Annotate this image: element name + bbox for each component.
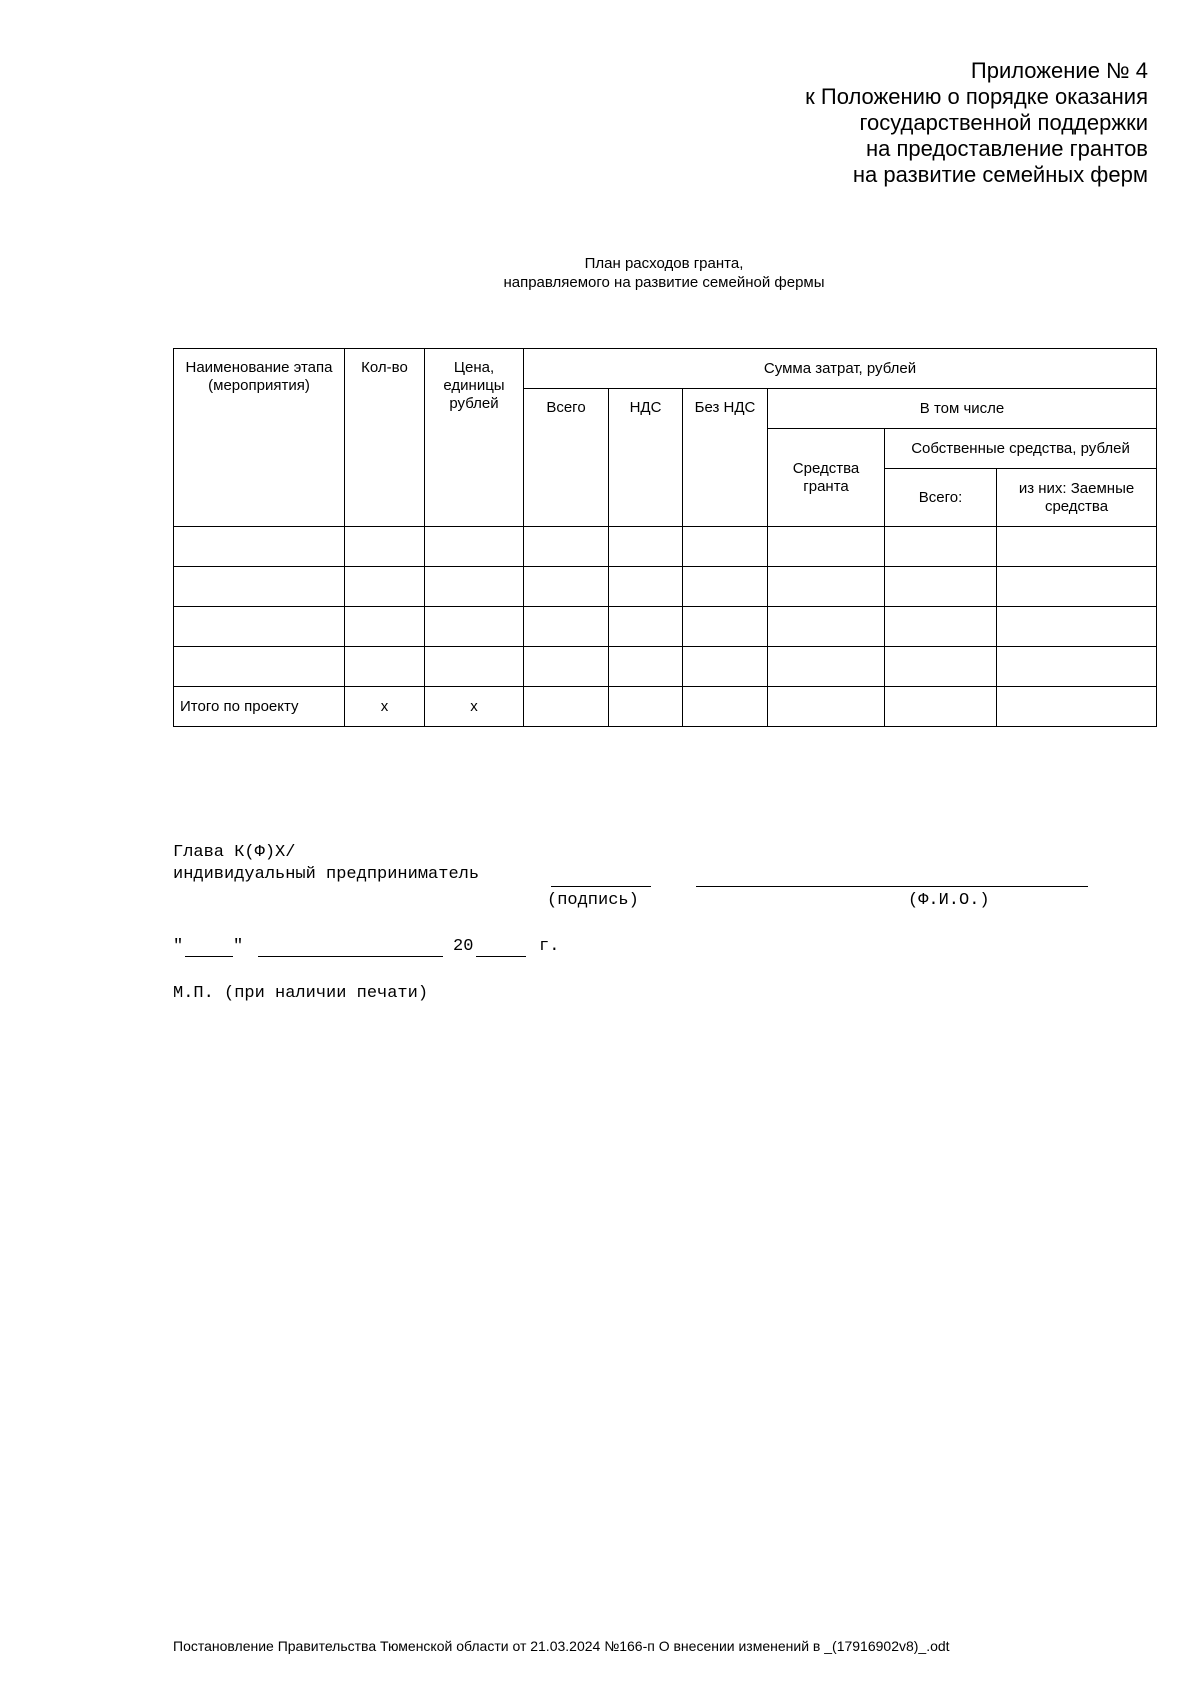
table-cell[interactable] — [345, 567, 425, 607]
footer-document-reference: Постановление Правительства Тюменской области от 21.03.2024 №166-п О внесении изменений в _(17916902v8)_.odt — [173, 1638, 950, 1654]
table-cell[interactable] — [768, 607, 885, 647]
table-cell[interactable] — [997, 687, 1157, 727]
header-vat: НДС — [609, 389, 683, 527]
table-cell[interactable] — [425, 567, 524, 607]
table-cell[interactable] — [174, 567, 345, 607]
appendix-line: государственной поддержки — [859, 110, 1148, 135]
table-cell[interactable] — [768, 687, 885, 727]
header-own-total: Всего: — [885, 469, 997, 527]
table-cell[interactable] — [683, 647, 768, 687]
head-title: Глава К(Ф)Х/ — [173, 843, 296, 862]
appendix-line: к Положению о порядке оказания — [805, 84, 1148, 109]
header-total: Всего — [524, 389, 609, 527]
appendix-line: на развитие семейных ферм — [852, 162, 1148, 187]
table-cell[interactable] — [425, 607, 524, 647]
date-year-line[interactable] — [476, 956, 526, 957]
table-cell[interactable] — [345, 527, 425, 567]
table-cell[interactable] — [885, 647, 997, 687]
table-cell[interactable] — [524, 687, 609, 727]
table-cell[interactable] — [609, 687, 683, 727]
header-including: В том числе — [768, 389, 1157, 429]
header-unit-price: Цена, единицы рублей — [425, 349, 524, 527]
header-own-funds: Собственные средства, рублей — [885, 429, 1157, 469]
total-row-quantity: x — [345, 687, 425, 727]
table-cell[interactable] — [683, 687, 768, 727]
table-cell[interactable] — [524, 647, 609, 687]
table-cell[interactable] — [768, 527, 885, 567]
table-cell[interactable] — [609, 607, 683, 647]
table-row — [174, 567, 1157, 607]
header-stage-name: Наименование этапа (мероприятия) — [174, 349, 345, 527]
table-cell[interactable] — [997, 567, 1157, 607]
table-row — [174, 607, 1157, 647]
signature-line[interactable] — [551, 886, 651, 887]
table-cell[interactable] — [425, 647, 524, 687]
table-cell[interactable] — [768, 647, 885, 687]
signature-caption: (подпись) — [547, 891, 639, 910]
date-month-line[interactable] — [258, 956, 443, 957]
table-row — [174, 527, 1157, 567]
table-row — [174, 647, 1157, 687]
date-year-prefix: 20 — [453, 937, 474, 956]
table-cell[interactable] — [997, 527, 1157, 567]
header-borrowed-funds: из них: Заемные средства — [997, 469, 1157, 527]
table-cell[interactable] — [609, 567, 683, 607]
table-cell[interactable] — [609, 527, 683, 567]
document-title — [0, 254, 1200, 292]
table-cell[interactable] — [345, 607, 425, 647]
expense-plan-table — [173, 348, 1157, 727]
table-cell[interactable] — [425, 527, 524, 567]
table-cell[interactable] — [683, 567, 768, 607]
header-quantity: Кол-во — [345, 349, 425, 527]
table-cell[interactable] — [683, 607, 768, 647]
appendix-line: Приложение № 4 — [970, 58, 1148, 83]
entrepreneur-title: индивидуальный предприниматель — [173, 865, 480, 884]
stamp-note: М.П. (при наличии печати) — [173, 984, 429, 1003]
document-title-line-1: План расходов гранта, — [584, 255, 744, 272]
fio-caption: (Ф.И.О.) — [908, 891, 990, 910]
header-without-vat: Без НДС — [683, 389, 768, 527]
total-row-label: Итого по проекту — [174, 687, 345, 727]
table-cell[interactable] — [997, 607, 1157, 647]
table-cell[interactable] — [885, 687, 997, 727]
fio-line[interactable] — [696, 886, 1088, 887]
table-cell[interactable] — [524, 607, 609, 647]
date-day-line[interactable] — [185, 956, 233, 957]
appendix-line: на предоставление грантов — [866, 136, 1148, 161]
table-cell[interactable] — [997, 647, 1157, 687]
table-cell[interactable] — [683, 527, 768, 567]
table-cell[interactable] — [174, 647, 345, 687]
appendix-header — [548, 58, 1148, 188]
date-quote-open: " — [173, 937, 184, 956]
table-cell[interactable] — [885, 567, 997, 607]
document-title-line-2: направляемого на развитие семейной фермы — [503, 274, 825, 291]
table-cell[interactable] — [174, 527, 345, 567]
table-cell[interactable] — [885, 607, 997, 647]
table-cell[interactable] — [345, 647, 425, 687]
table-cell[interactable] — [609, 647, 683, 687]
table-cell[interactable] — [524, 527, 609, 567]
table-cell[interactable] — [885, 527, 997, 567]
table-cell[interactable] — [174, 607, 345, 647]
header-total-costs: Сумма затрат, рублей — [524, 349, 1157, 389]
table-cell[interactable] — [768, 567, 885, 607]
date-quote-close: " — [233, 937, 244, 956]
date-year-suffix: г. — [539, 937, 560, 956]
header-grant-funds: Средства гранта — [768, 429, 885, 527]
table-cell[interactable] — [524, 567, 609, 607]
total-row-price: x — [425, 687, 524, 727]
total-row — [174, 687, 1157, 727]
